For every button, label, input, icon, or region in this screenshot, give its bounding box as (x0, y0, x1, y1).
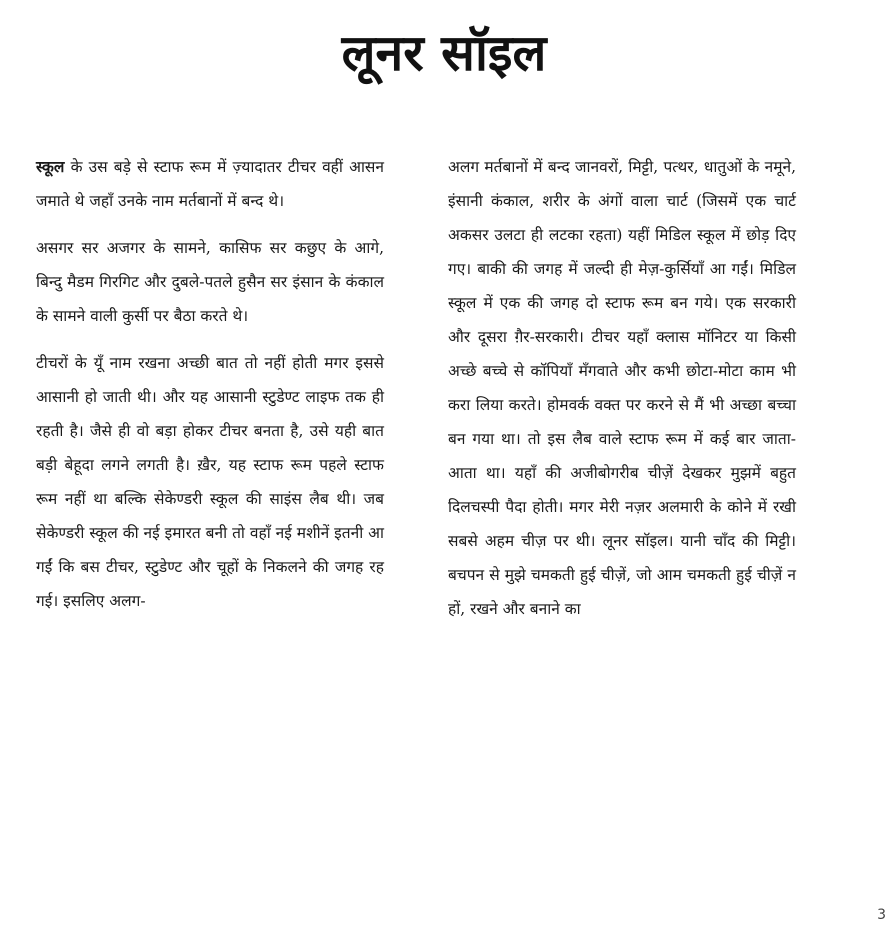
right-column (448, 150, 796, 639)
lead-word: स्कूल (36, 157, 65, 176)
paragraph-4: अलग मर्तबानों में बन्द जानवरों, मिट्टी, पत्थर, धातुओं के नमूने, इंसानी कंकाल, शरीर के अंगों वाला चार्ट (जिसमें एक चार्ट अकसर उलटा ही लटका रहता) यहीं मिडिल स्कूल में छोड़ दिए गए। बाकी की जगह में जल्दी ही मेज़-कुर्सियाँ आ गईं। मिडिल स्कूल में एक की जगह दो स्टाफ रूम बन गये। एक सरकारी और दूसरा ग़ैर-सरकारी। टीचर यहाँ क्लास मॉनिटर या किसी अच्छे बच्चे से कॉपियाँ मँगवाते और कभी छोटा-मोटा काम भी करा लिया करते। होमवर्क वक्त पर करने से मैं भी अच्छा बच्चा बन गया था। तो इस लैब वाले स्टाफ रूम में कई बार जाता-आता था। यहाँ की अजीबोगरीब चीज़ें देखकर मुझमें बहुत दिलचस्पी पैदा होती। मगर मेरी नज़र अलमारी के कोने में रखी सबसे अहम चीज़ पर थी। लूनर सॉइल। यानी चाँद की मिट्टी। बचपन से मुझे चमकती हुई चीज़ें, जो आम चमकती हुई चीज़ें न हों, रखने और बनाने का (448, 158, 796, 618)
paragraph-2: असगर सर अजगर के सामने, कासिफ सर कछुए के आगे, बिन्दु मैडम गिरगिट और दुबले-पतले हुसैन सर इंसान के कंकाल के सामने वाली कुर्सी पर बैठा करते थे। (36, 239, 384, 325)
page-number: 3 (877, 907, 886, 923)
page-title: लूनर सॉइल (341, 24, 547, 82)
paragraph-1 (36, 150, 384, 218)
left-column (36, 150, 384, 631)
paragraph-3: टीचरों के यूँ नाम रखना अच्छी बात तो नहीं होती मगर इससे आसानी हो जाती थी। और यह आसानी स्टुडेण्ट लाइफ तक ही रहती है। जैसे ही वो बड़ा होकर टीचर बनता है, उसे यही बात बड़ी बेहूदा लगने लगती है। ख़ैर, यह स्टाफ रूम पहले स्टाफ रूम नहीं था बल्कि सेकेण्डरी स्कूल की साइंस लैब थी। जब सेकेण्डरी स्कूल की नई इमारत बनी तो वहाँ नई मशीनें इतनी आ गईं कि बस टीचर, स्टुडेण्ट और चूहों के निकलने की जगह रह गई। इसलिए अलग- (36, 354, 384, 610)
paragraph-1-text: के उस बड़े से स्टाफ रूम में ज़्यादातर टीचर वहीं आसन जमाते थे जहाँ उनके नाम मर्तबानों में बन्द थे। (36, 158, 384, 210)
